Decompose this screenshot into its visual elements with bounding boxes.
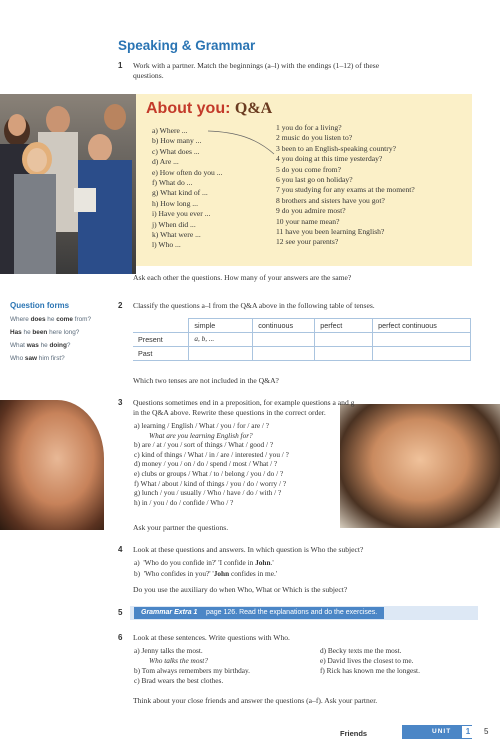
- list-item: 10 your name mean?: [276, 216, 340, 226]
- sidebar-title: Question forms: [10, 301, 70, 310]
- list-item: d) Becky texts me the most.: [320, 646, 402, 655]
- list-item: a) Jenny talks the most.: [134, 646, 203, 655]
- table-row: [133, 347, 471, 361]
- table-cell: [373, 333, 471, 347]
- list-item: a) learning / English / What / you / for / are / ?: [134, 421, 270, 430]
- group-of-friends-photo: [0, 94, 136, 274]
- sidebar-example: Who saw him first?: [10, 355, 65, 362]
- list-item: 4 you doing at this time yesterday?: [276, 154, 383, 164]
- list-item: h) in / you / do / confide / Who / ?: [134, 497, 234, 507]
- list-item: b) Tom always remembers my birthday.: [134, 666, 251, 675]
- list-item: b) are / at / you / sort of things / What / good / ?: [134, 440, 274, 450]
- table-header: perfect: [315, 319, 373, 333]
- tenses-table: [133, 318, 471, 361]
- list-item: h) How long ...: [152, 198, 198, 208]
- table-cell: [253, 347, 315, 361]
- question-2-followup: Which two tenses are not included in the Q&A?: [133, 376, 279, 385]
- table-cell: [189, 347, 253, 361]
- table-cell: [253, 333, 315, 347]
- grammar-extra-label: Grammar Extra 1: [141, 609, 198, 616]
- list-item: c) Brad wears the best clothes.: [134, 676, 224, 685]
- qa-endings-list: [276, 123, 415, 248]
- list-item: 6 you last go on holiday?: [276, 175, 353, 185]
- qa-title-qa: Q&A: [234, 100, 273, 117]
- page-number: 5: [484, 727, 489, 736]
- woman-portrait-photo: [0, 400, 104, 530]
- list-item: 7 you studying for any exams at the moment?: [276, 185, 415, 195]
- list-item: e) How often do you ...: [152, 167, 223, 177]
- question-3-items: [134, 421, 289, 507]
- question-3-followup: Ask your partner the questions.: [133, 523, 229, 532]
- question-1-text-line1: Work with a partner. Match the beginnings (a–l) with the endings (1–12) of these: [133, 61, 380, 70]
- list-item: 5 do you come from?: [276, 164, 341, 174]
- question-6-followup: Think about your close friends and answer the questions (a–f). Ask your partner.: [133, 696, 378, 705]
- list-item: c) What does ...: [152, 146, 200, 156]
- list-item: 3 been to an English-speaking country?: [276, 143, 396, 153]
- question-number-2: 2: [118, 301, 123, 310]
- grammar-extra-link[interactable]: [134, 607, 384, 619]
- list-item: e) clubs or groups / What / to / belong / you / do / ?: [134, 468, 284, 478]
- list-item: f) What do ...: [152, 178, 193, 188]
- table-header: simple: [189, 319, 253, 333]
- list-item: b) How many ...: [152, 136, 202, 146]
- question-3-text-line2: in the Q&A above. Rewrite these questions in the correct order.: [133, 408, 326, 417]
- list-item: f) Rick has known me the longest.: [320, 666, 420, 675]
- question-4-item-a: a) 'Who do you confide in?' 'I confide in John.': [134, 558, 274, 567]
- list-item: a) Where ...: [152, 126, 188, 135]
- list-item: 12 see your parents?: [276, 237, 339, 247]
- man-portrait-photo: [340, 404, 500, 528]
- qa-followup-text: Ask each other the questions. How many of your answers are the same?: [133, 273, 352, 282]
- list-item: d) Are ...: [152, 157, 179, 167]
- page-title: Speaking & Grammar: [118, 38, 256, 53]
- unit-label: UNIT: [432, 728, 452, 735]
- sidebar-example: Has he been here long?: [10, 329, 80, 336]
- list-item: 11 have you been learning English?: [276, 227, 385, 237]
- list-item: f) What / about / kind of things / you / do / worry / ?: [134, 478, 287, 488]
- grammar-extra-text: page 126. Read the explanations and do the exercises.: [206, 609, 378, 616]
- list-item: 8 brothers and sisters have you got?: [276, 195, 385, 205]
- example-answer: Who talks the most?: [149, 656, 208, 665]
- question-3-text-line1: Questions sometimes end in a preposition, for example questions a and g: [133, 398, 355, 407]
- list-item: i) Have you ever ...: [152, 209, 211, 219]
- list-item: c) kind of things / What / in / are / interested / you / ?: [134, 449, 289, 459]
- unit-number: 1: [462, 726, 474, 738]
- question-2-text: Classify the questions a–l from the Q&A above in the following table of tenses.: [133, 301, 375, 310]
- sidebar-example: What was he doing?: [10, 342, 71, 349]
- qa-title-about: About you:: [146, 100, 231, 117]
- table-row-label: Present: [133, 333, 189, 347]
- question-number-3: 3: [118, 398, 123, 407]
- table-cell: [315, 347, 373, 361]
- question-6-right-items: [320, 646, 420, 676]
- list-item: g) What kind of ...: [152, 188, 208, 198]
- question-number-1: 1: [118, 61, 123, 70]
- sidebar-example: Where does he come from?: [10, 316, 92, 323]
- question-4-text: Look at these questions and answers. In which question is Who the subject?: [133, 545, 364, 554]
- list-item: 9 do you admire most?: [276, 206, 346, 216]
- list-item: j) When did ...: [152, 219, 196, 229]
- table-cell: a, b, ...: [189, 333, 253, 347]
- list-item: g) lunch / you / usually / Who / have / do / with / ?: [134, 488, 282, 498]
- question-number-5: 5: [118, 608, 123, 617]
- footer-title: Friends: [340, 729, 368, 738]
- qa-title: [146, 99, 272, 120]
- table-row: [133, 333, 471, 347]
- list-item: k) What were ...: [152, 230, 201, 240]
- question-4-item-b: b) 'Who confides in you?' 'John confides in me.': [134, 569, 278, 578]
- question-1-text-line2: questions.: [133, 71, 164, 80]
- list-item: d) money / you / on / do / spend / most / What / ?: [134, 459, 278, 469]
- question-6-text: Look at these sentences. Write questions with Who.: [133, 633, 290, 642]
- list-item: 1 you do for a living?: [276, 123, 342, 132]
- question-6-left-items: [134, 646, 250, 686]
- question-4-followup: Do you use the auxiliary do when Who, What or Which is the subject?: [133, 585, 348, 594]
- table-cell: [315, 333, 373, 347]
- list-item: 2 music do you listen to?: [276, 133, 353, 143]
- table-cell: [373, 347, 471, 361]
- question-number-4: 4: [118, 545, 123, 554]
- match-line: [206, 128, 276, 158]
- question-number-6: 6: [118, 633, 123, 642]
- list-item: e) David lives the closest to me.: [320, 656, 414, 665]
- list-item: l) Who ...: [152, 240, 181, 250]
- table-header: continuous: [253, 319, 315, 333]
- example-answer: What are you learning English for?: [149, 430, 253, 440]
- table-row-label: Past: [133, 347, 189, 361]
- table-header: perfect continuous: [373, 319, 471, 333]
